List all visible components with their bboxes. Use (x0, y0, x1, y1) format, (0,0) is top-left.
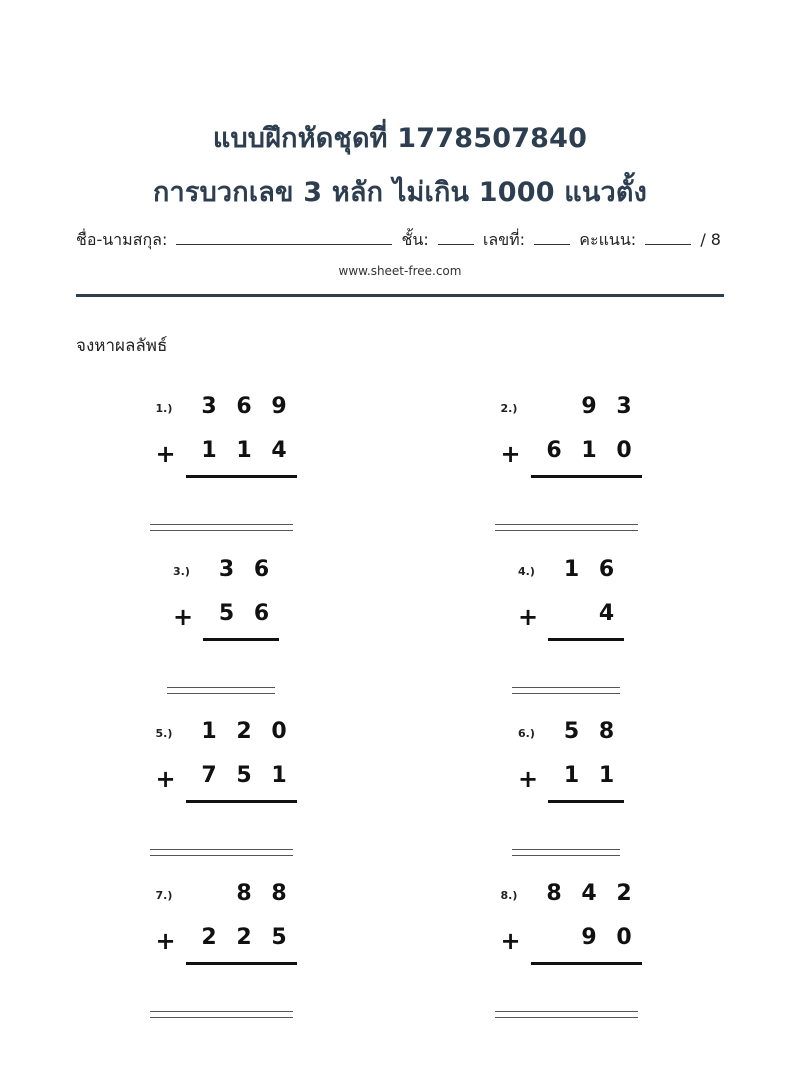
website-url: www.sheet-free.com (338, 264, 462, 278)
digit: 2 (616, 881, 632, 906)
digit: 8 (271, 881, 287, 906)
top-addend (537, 394, 642, 422)
digit: 6 (236, 394, 252, 419)
sum-line (203, 638, 279, 641)
digit: 5 (218, 601, 235, 626)
digit (537, 394, 572, 422)
problem-number: 3.) (173, 565, 190, 578)
problem-number: 5.) (155, 727, 173, 740)
digit: 5 (563, 719, 580, 744)
digit: 6 (546, 438, 562, 463)
bottom-addend (192, 925, 297, 953)
plus-sign: + (155, 765, 176, 793)
plus-sign: + (518, 765, 539, 793)
digit: 3 (218, 557, 235, 582)
digit (554, 601, 589, 629)
answer-line[interactable] (495, 1011, 638, 1018)
digit: 1 (271, 763, 287, 788)
score-label: คะแนน: (579, 230, 637, 249)
name-label: ชื่อ-นามสกุล: (76, 230, 168, 249)
digit: 9 (581, 925, 597, 950)
score-field[interactable] (645, 230, 691, 245)
digit (537, 925, 572, 953)
digit: 8 (236, 881, 252, 906)
digit: 1 (598, 763, 615, 788)
top-addend (554, 719, 624, 747)
digit: 1 (581, 438, 597, 463)
answer-line[interactable] (167, 687, 275, 694)
sum-line (186, 962, 297, 965)
digit: 1 (201, 438, 217, 463)
digit: 1 (563, 557, 580, 582)
problem-number: 2.) (500, 402, 518, 415)
problem-number: 1.) (155, 402, 173, 415)
sum-line (548, 638, 624, 641)
digit: 1 (563, 763, 580, 788)
digit: 4 (598, 601, 615, 626)
digit (192, 881, 227, 909)
problem-number: 8.) (500, 889, 518, 902)
problem-number: 6.) (518, 727, 535, 740)
digit: 6 (253, 557, 270, 582)
digit: 2 (236, 719, 252, 744)
student-info-row (76, 228, 726, 253)
top-addend (554, 557, 624, 585)
bottom-addend (209, 601, 279, 629)
digit: 7 (201, 763, 217, 788)
answer-line[interactable] (512, 687, 620, 694)
digit: 0 (616, 925, 632, 950)
number-field[interactable] (534, 230, 570, 245)
digit: 0 (616, 438, 632, 463)
instruction-text: จงหาผลลัพธ์ (76, 336, 168, 356)
digit: 0 (271, 719, 287, 744)
digit: 9 (271, 394, 287, 419)
answer-line[interactable] (150, 1011, 293, 1018)
bottom-addend (537, 925, 642, 953)
digit: 2 (201, 925, 217, 950)
bottom-addend (537, 438, 642, 466)
answer-line[interactable] (150, 849, 293, 856)
bottom-addend (554, 763, 624, 791)
plus-sign: + (500, 440, 521, 468)
answer-line[interactable] (512, 849, 620, 856)
name-field[interactable] (176, 230, 392, 245)
plus-sign: + (173, 603, 194, 631)
top-addend (209, 557, 279, 585)
sum-line (531, 962, 642, 965)
digit: 5 (271, 925, 287, 950)
top-addend (192, 394, 297, 422)
digit: 6 (253, 601, 270, 626)
plus-sign: + (155, 440, 176, 468)
digit: 1 (201, 719, 217, 744)
sum-line (186, 800, 297, 803)
answer-line[interactable] (150, 524, 293, 531)
digit: 3 (616, 394, 632, 419)
top-addend (192, 719, 297, 747)
class-field[interactable] (438, 230, 474, 245)
sum-line (186, 475, 297, 478)
worksheet-title: แบบฝึกหัดชุดที่ 1778507840 (212, 123, 588, 154)
digit: 3 (201, 394, 217, 419)
plus-sign: + (500, 927, 521, 955)
answer-line[interactable] (495, 524, 638, 531)
digit: 5 (236, 763, 252, 788)
digit: 1 (236, 438, 252, 463)
worksheet-subtitle: การบวกเลข 3 หลัก ไม่เกิน 1000 แนวตั้ง (152, 177, 648, 208)
problem-number: 7.) (155, 889, 173, 902)
bottom-addend (192, 763, 297, 791)
plus-sign: + (155, 927, 176, 955)
sum-line (531, 475, 642, 478)
digit: 4 (271, 438, 287, 463)
top-addend (537, 881, 642, 909)
digit: 2 (236, 925, 252, 950)
number-label: เลขที่: (482, 230, 526, 249)
header-divider (76, 294, 724, 297)
problem-number: 4.) (518, 565, 535, 578)
digit: 8 (546, 881, 562, 906)
digit: 4 (581, 881, 597, 906)
digit: 8 (598, 719, 615, 744)
class-label: ชั้น: (401, 230, 429, 249)
bottom-addend (192, 438, 297, 466)
top-addend (192, 881, 297, 909)
digit: 9 (581, 394, 597, 419)
digit: 6 (598, 557, 615, 582)
score-total: / 8 (700, 230, 721, 249)
sum-line (548, 800, 624, 803)
bottom-addend (554, 601, 624, 629)
plus-sign: + (518, 603, 539, 631)
